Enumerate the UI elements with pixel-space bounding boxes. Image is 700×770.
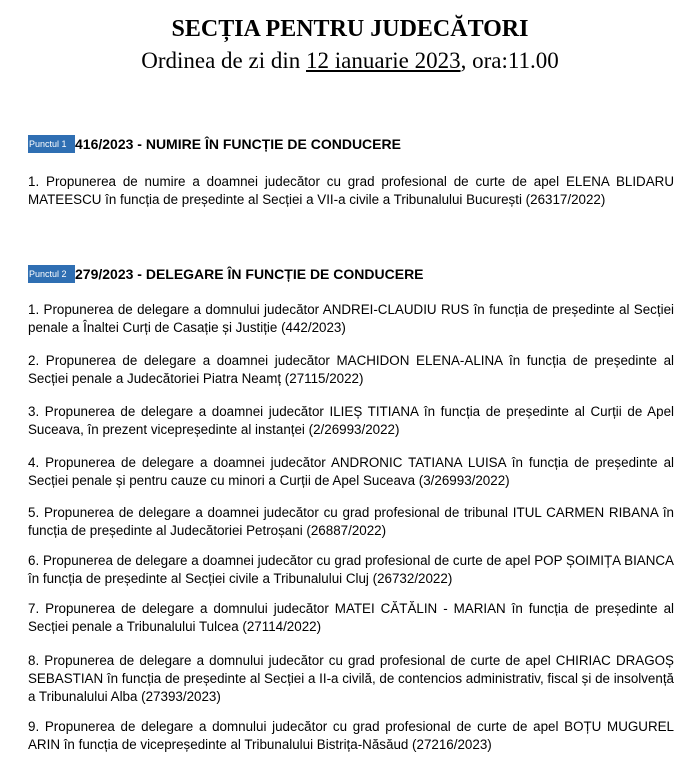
point-1-tag[interactable]: Punctul 1 bbox=[28, 135, 75, 153]
page-subtitle bbox=[0, 46, 700, 76]
point-2-heading bbox=[28, 265, 680, 283]
point-2-item-3: 3. Propunerea de delegare a doamnei judecător ILIEȘ TITIANA în funcția de președinte al Curții de Apel Suceava, în prezent vicepreședinte al instanței (2/26993/2022) bbox=[28, 404, 674, 437]
subtitle-prefix: Ordinea de zi din bbox=[141, 48, 307, 73]
point-1-heading bbox=[28, 135, 680, 153]
point-2-item-6: 6. Propunerea de delegare a doamnei judecător cu grad profesional de curte de apel POP ȘOIMIȚA BIANCA în funcția de președinte al Secției civile a Tribunalului Cluj (26732/2022) bbox=[28, 553, 674, 586]
page-title: SECȚIA PENTRU JUDECĂTORI bbox=[171, 16, 529, 42]
point-2-item-5: 5. Propunerea de delegare a doamnei judecător cu grad profesional de tribunal ITUL CARMEN RIBANA în funcția de președinte al Judecătoriei Petroșani (26887/2022) bbox=[28, 505, 674, 538]
point-2-title: 279/2023 - DELEGARE ÎN FUNCȚIE DE CONDUCERE bbox=[75, 266, 424, 282]
point-2-item-9: 9. Propunerea de delegare a domnului judecător cu grad profesional de curte de apel BOȚU MUGUREL ARIN în funcția de vicepreședinte al Tribunalului Bistrița-Năsăud (27216/2023) bbox=[28, 719, 674, 752]
meeting-time: , ora:11.00 bbox=[460, 48, 559, 73]
point-1-title: 416/2023 - NUMIRE ÎN FUNCȚIE DE CONDUCERE bbox=[75, 136, 401, 152]
point-2-item-7: 7. Propunerea de delegare a domnului judecător MATEI CĂTĂLIN - MARIAN în funcția de președinte al Secției penale a Tribunalului Tulcea (27114/2022) bbox=[28, 601, 674, 634]
point-2-tag[interactable]: Punctul 2 bbox=[28, 265, 75, 283]
point-2-item-4: 4. Propunerea de delegare a doamnei judecător ANDRONIC TATIANA LUISA în funcția de președinte al Secției penale și pentru cauze cu minori a Curții de Apel Suceava (3/26993/2022) bbox=[28, 455, 674, 488]
point-1-item-1: 1. Propunerea de numire a doamnei judecător cu grad profesional de curte de apel ELENA BLIDARU MATEESCU în funcția de președinte al Secției a VII-a civile a Tribunalului București (26317/2022) bbox=[28, 174, 674, 207]
point-2-item-1: 1. Propunerea de delegare a domnului judecător ANDREI-CLAUDIU RUS în funcția de președinte al Secției penale a Înaltei Curți de Casație și Justiție (442/2023) bbox=[28, 302, 674, 335]
point-2-item-2: 2. Propunerea de delegare a doamnei judecător MACHIDON ELENA-ALINA în funcția de președinte al Secției penale a Judecătoriei Piatra Neamț (27115/2022) bbox=[28, 353, 674, 386]
point-2-item-8: 8. Propunerea de delegare a domnului judecător cu grad profesional de curte de apel CHIRIAC DRAGOȘ SEBASTIAN în funcția de președinte al Secției a II-a civilă, de contencios administrativ, fiscal și de insolvență a Tribunalului Alba (27393/2023) bbox=[28, 653, 674, 704]
meeting-date: 12 ianuarie 2023 bbox=[306, 48, 461, 73]
